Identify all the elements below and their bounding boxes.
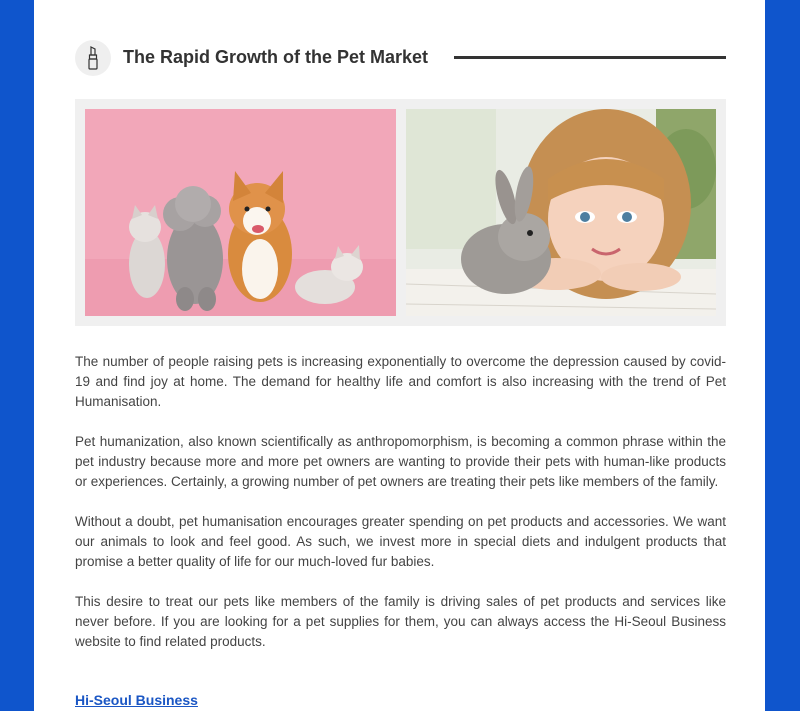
paragraph-3: Without a doubt, pet humanisation encourages greater spending on pet products and accessories. We want our animals to look and feel good. As such, we invest more in special diets and indulgent products that promise a better quality of life for our much-loved fur babies. (75, 514, 726, 569)
girl-with-rabbit-photo (406, 109, 716, 316)
lipstick-icon (75, 40, 111, 76)
paragraph-2: Pet humanization, also known scientifically as anthropomorphism, is becoming a common phrase within the pet industry because more and more pet owners are wanting to provide their pets with human-like products or experiences. Certainly, a growing number of pet owners are treating their pets like members of the family. (75, 434, 726, 489)
section-header (75, 40, 726, 76)
photo-gallery (75, 99, 726, 326)
hi-seoul-business-link[interactable]: Hi-Seoul Business (75, 692, 198, 708)
title-divider (454, 56, 726, 59)
article-body (75, 352, 726, 672)
paragraph-4: This desire to treat our pets like members of the family is driving sales of pet products and services like never before. If you are looking for a pet supplies for them, you can always access the Hi-Seoul Business website to find related products. (75, 594, 726, 649)
pets-group-photo (85, 109, 396, 316)
content-page (34, 0, 765, 711)
section-title: The Rapid Growth of the Pet Market (123, 47, 429, 67)
paragraph-1: The number of people raising pets is increasing exponentially to overcome the depression caused by covid-19 and find joy at home. The demand for healthy life and comfort is also increasing with the trend of Pet Humanisation. (75, 354, 726, 409)
